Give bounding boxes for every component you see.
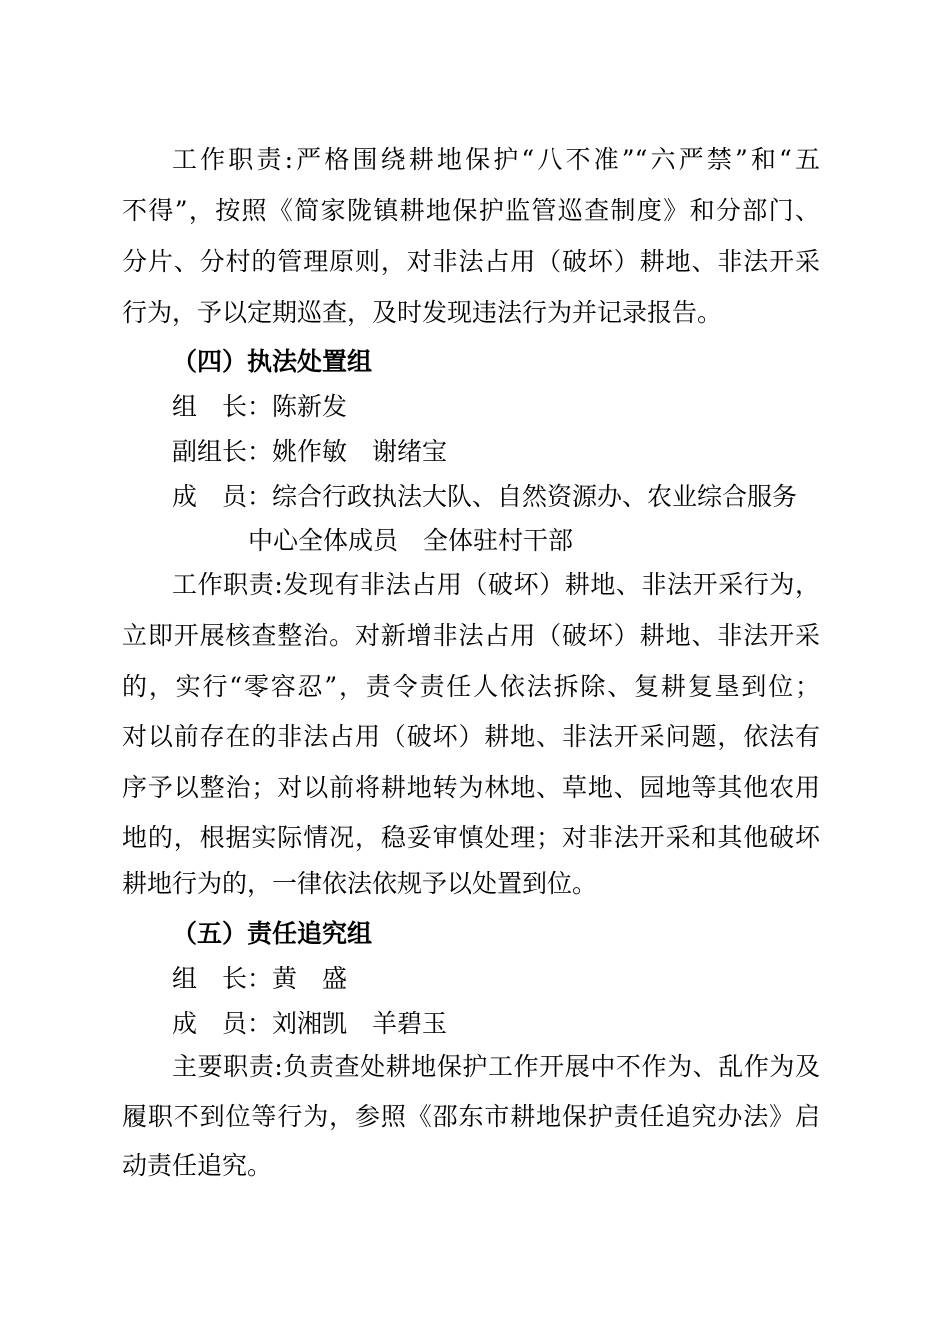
duty-text-line: 工作职责:严格围绕耕地保护“八不准”“六严禁”和“五 xyxy=(172,145,820,174)
duty-text-line: 行为，予以定期巡查，及时发现违法行为并记录报告。 xyxy=(122,298,723,327)
deputy-leader-line: 副组长：姚作敏 谢绪宝 xyxy=(172,437,448,466)
duty-text-line: 工作职责:发现有非法占用（破坏）耕地、非法开采行为， xyxy=(172,570,820,599)
duty-text-line: 地的，根据实际情况，稳妥审慎处理；对非法开采和其他破坏 xyxy=(122,823,820,852)
members-line: 成 员：刘湘凯 羊碧玉 xyxy=(172,1009,448,1038)
duty-text-line: 分片、分村的管理原则，对非法占用（破坏）耕地、非法开采 xyxy=(122,247,820,276)
duty-text-line: 的，实行“零容忍”，责令责任人依法拆除、复耕复垦到位； xyxy=(122,672,820,701)
leader-line: 组 长：陈新发 xyxy=(172,392,348,421)
duty-text-line: 耕地行为的，一律依法依规予以处置到位。 xyxy=(122,869,598,898)
leader-line: 组 长：黄 盛 xyxy=(172,964,348,993)
duty-text-line: 序予以整治；对以前将耕地转为林地、草地、园地等其他农用 xyxy=(122,773,820,802)
duty-text-line: 主要职责:负责查处耕地保护工作开展中不作为、乱作为及 xyxy=(172,1052,820,1081)
duty-text-line: 动责任追究。 xyxy=(122,1151,273,1180)
members-line: 成 员：综合行政执法大队、自然资源办、农业综合服务 xyxy=(172,482,798,511)
members-line: 中心全体成员 全体驻村干部 xyxy=(248,526,574,555)
duty-text-line: 不得”，按照《简家陇镇耕地保护监管巡查制度》和分部门、 xyxy=(122,196,820,225)
duty-text-line: 对以前存在的非法占用（破坏）耕地、非法开采问题，依法有 xyxy=(122,722,820,751)
duty-text-line: 履职不到位等行为，参照《邵东市耕地保护责任追究办法》启 xyxy=(122,1102,820,1131)
group-heading: （四）执法处置组 xyxy=(172,347,373,376)
group-heading: （五）责任追究组 xyxy=(172,919,373,948)
duty-text-line: 立即开展核查整治。对新增非法占用（破坏）耕地、非法开采 xyxy=(122,621,820,650)
